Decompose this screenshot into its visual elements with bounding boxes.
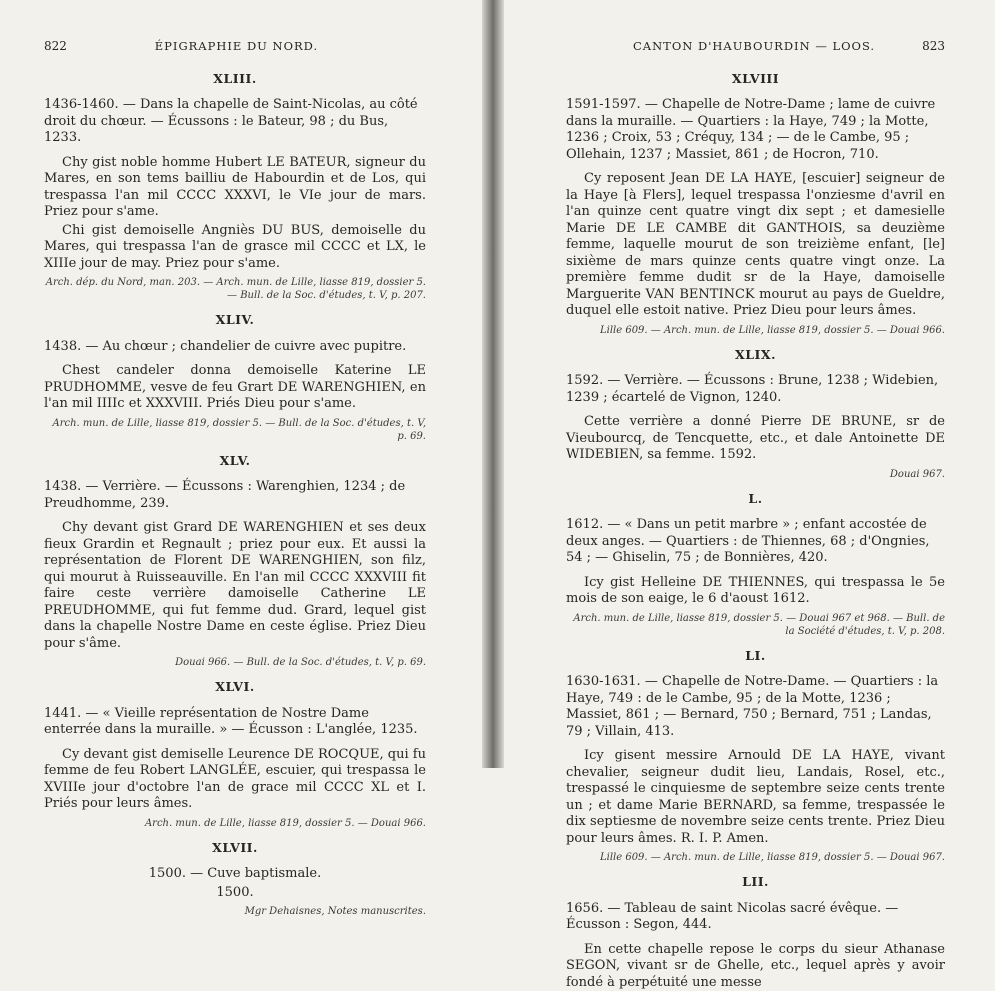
section-entry: 1500. — Cuve baptismale.: [44, 866, 426, 883]
source-note: Mgr Dehaisnes, Notes manuscrites.: [44, 905, 426, 918]
source-note: Arch. mun. de Lille, liasse 819, dossier 5. — Douai 966.: [44, 817, 426, 830]
section-entry: 1441. — « Vieille représentation de Nostre Dame enterrée dans la muraille. » — Écusson : L'anglée, 1235.: [44, 706, 426, 739]
source-note: Arch. mun. de Lille, liasse 819, dossier 5. — Bull. de la Soc. d'études, t. V, p. 69.: [44, 417, 426, 443]
section-entry: 1438. — Verrière. — Écussons : Warenghien, 1234 ; de Preudhomme, 239.: [44, 479, 426, 512]
source-note: Arch. mun. de Lille, liasse 819, dossier 5. — Douai 967 et 968. — Bull. de la Société d'études, t. V, p. 208.: [566, 612, 945, 638]
section-numeral: LI.: [566, 648, 945, 665]
section-numeral: L.: [566, 491, 945, 508]
page-number: 823: [922, 38, 945, 55]
section-entry: 1612. — « Dans un petit marbre » ; enfant accostée de deux anges. — Quartiers : de Thiennes, 68 ; d'Ongnies, 54 ; — Ghiselin, 75 ; de Bonnières, 420.: [566, 517, 945, 567]
source-note: Arch. dép. du Nord, man. 203. — Arch. mun. de Lille, liasse 819, dossier 5. — Bull. de la Soc. d'études, t. V, p. 207.: [44, 276, 426, 302]
source-note: Douai 966. — Bull. de la Soc. d'études, t. V, p. 69.: [44, 656, 426, 669]
section-numeral: XLIX.: [566, 347, 945, 364]
section-numeral: XLIV.: [44, 312, 426, 329]
page-number: 822: [44, 38, 67, 55]
section-xlviii: [566, 71, 945, 337]
section-xlv: [44, 453, 426, 670]
inscription-paragraph: Chest candeler donna demoiselle Katerine LE PRUDHOMME, vesve de feu Grart DE WARENGHIEN, en l'an mil IIIIc et XXXVIII. Priés Dieu pour s'ame.: [44, 363, 426, 413]
left-page-header: [44, 38, 426, 55]
inscription-paragraph: Chy gist noble homme Hubert LE BATEUR, signeur du Mares, en son tems bailliu de Habourdin et de Los, qui trespassa l'an mil CCCC XXXVI, le VIe jour de mars. Priez pour s'ame.: [44, 155, 426, 221]
section-entry: 1630-1631. — Chapelle de Notre-Dame. — Quartiers : la Haye, 749 : de le Cambe, 95 ; de la Motte, 1236 ; Massiet, 861 ; — Bernard, 750 ; Bernard, 751 ; Landas, 79 ; Villain, 413.: [566, 674, 945, 740]
section-xliv: [44, 312, 426, 443]
right-page-header: [566, 38, 945, 55]
inscription-paragraph: Icy gisent messire Arnould DE LA HAYE, vivant chevalier, seigneur dudit lieu, Landais, Rosel, etc., trespassé le cinquiesme de septembre seize cents trente un ; et dame Marie BERNARD, sa femme, trespassée le dix septiesme de novembre seize cents trente. Priez Dieu pour leurs âmes. R. I. P. Amen.: [566, 748, 945, 847]
section-entry: 1436-1460. — Dans la chapelle de Saint-Nicolas, au côté droit du chœur. — Écussons : le Bateur, 98 ; du Bus, 1233.: [44, 97, 426, 147]
section-xlvi: [44, 679, 426, 830]
inscription-paragraph: Chy devant gist Grard DE WARENGHIEN et ses deux fieux Grardin et Regnault ; priez pour eux. Et aussi la représentation de Florent DE WARENGHIEN, son filz, qui mourut à Ruisseauville. En l'an mil CCCC XXXVIII fit faire ceste verrière damoiselle Catherine LE PREUDHOMME, qui fut femme dud. Grard, lequel gist dans la chapelle Nostre Dame en ceste église. Priez Dieu pour s'âme.: [44, 520, 426, 652]
section-lii: [566, 874, 945, 991]
section-numeral: LII.: [566, 874, 945, 891]
section-xliii: [44, 71, 426, 303]
section-entry: 1592. — Verrière. — Écussons : Brune, 1238 ; Widebien, 1239 ; écartelé de Vignon, 1240.: [566, 373, 945, 406]
inscription-paragraph: Chi gist demoiselle Angniès DU BUS, demoiselle du Mares, qui trespassa l'an de grasce mil CCCC et LX, le XIIIe jour de may. Priez pour s'ame.: [44, 223, 426, 273]
section-li: [566, 648, 945, 865]
inscription-paragraph: Cette verrière a donné Pierre DE BRUNE, sr de Vieubourcq, de Tencquette, etc., et dale Antoinette DE WIDEBIEN, sa femme. 1592.: [566, 414, 945, 464]
section-numeral: XLV.: [44, 453, 426, 470]
right-page: [504, 0, 995, 768]
section-numeral: XLVI.: [44, 679, 426, 696]
source-note: Lille 609. — Arch. mun. de Lille, liasse 819, dossier 5. — Douai 967.: [566, 851, 945, 864]
section-numeral: XLVII.: [44, 840, 426, 857]
source-note: Lille 609. — Arch. mun. de Lille, liasse 819, dossier 5. — Douai 966.: [566, 324, 945, 337]
section-entry: 1591-1597. — Chapelle de Notre-Dame ; lame de cuivre dans la muraille. — Quartiers : la Haye, 749 ; la Motte, 1236 ; Croix, 53 ; Créquy, 134 ; — de le Cambe, 95 ; Ollehain, 1237 ; Massiet, 861 ; de Hocron, 710.: [566, 97, 945, 163]
section-xlvii: [44, 840, 426, 919]
running-head: ÉPIGRAPHIE DU NORD.: [155, 38, 318, 55]
section-entry: 1438. — Au chœur ; chandelier de cuivre avec pupitre.: [44, 339, 426, 356]
source-note: Douai 967.: [566, 468, 945, 481]
running-head: CANTON D'HAUBOURDIN — LOOS.: [633, 38, 875, 55]
section-xlix: [566, 347, 945, 481]
section-entry: 1656. — Tableau de saint Nicolas sacré évêque. — Écusson : Segon, 444.: [566, 901, 945, 934]
section-numeral: XLVIII: [566, 71, 945, 88]
inscription-paragraph: Icy gist Helleine DE THIENNES, qui trespassa le 5e mois de son eaige, le 6 d'aoust 1612.: [566, 575, 945, 608]
inscription-paragraph: En cette chapelle repose le corps du sieur Athanase SEGON, vivant sr de Ghelle, etc., lequel après y avoir fondé à perpétuité une messe: [566, 942, 945, 991]
section-numeral: XLIII.: [44, 71, 426, 88]
inscription-paragraph: Cy reposent Jean DE LA HAYE, [escuier] seigneur de la Haye [à Flers], lequel trespassa l'onziesme d'avril en l'an quinze cent quatre vingt dix sept ; et damesielle Marie DE LE CAMBE dit GANTHOIS, sa deuzième femme, laquelle mourut de son treizième enfant, [le] sixième de mars quinze cents quatre vingt onze. La première femme dudit sr de la Haye, damoiselle Marguerite VAN BENTINCK mourut au pays de Gueldre, duquel elle estoit native. Priez Dieu pour leurs âmes.: [566, 171, 945, 320]
inscription-paragraph: 1500.: [44, 885, 426, 902]
section-l: [566, 491, 945, 638]
book-gutter: [482, 0, 504, 768]
left-page: [0, 0, 482, 768]
inscription-paragraph: Cy devant gist demiselle Leurence DE ROCQUE, qui fu femme de feu Robert LANGLÉE, escuier, qui trespassa le XVIIIe jour d'octobre l'an de grace mil CCCC XL et I. Priés pour leurs âmes.: [44, 747, 426, 813]
